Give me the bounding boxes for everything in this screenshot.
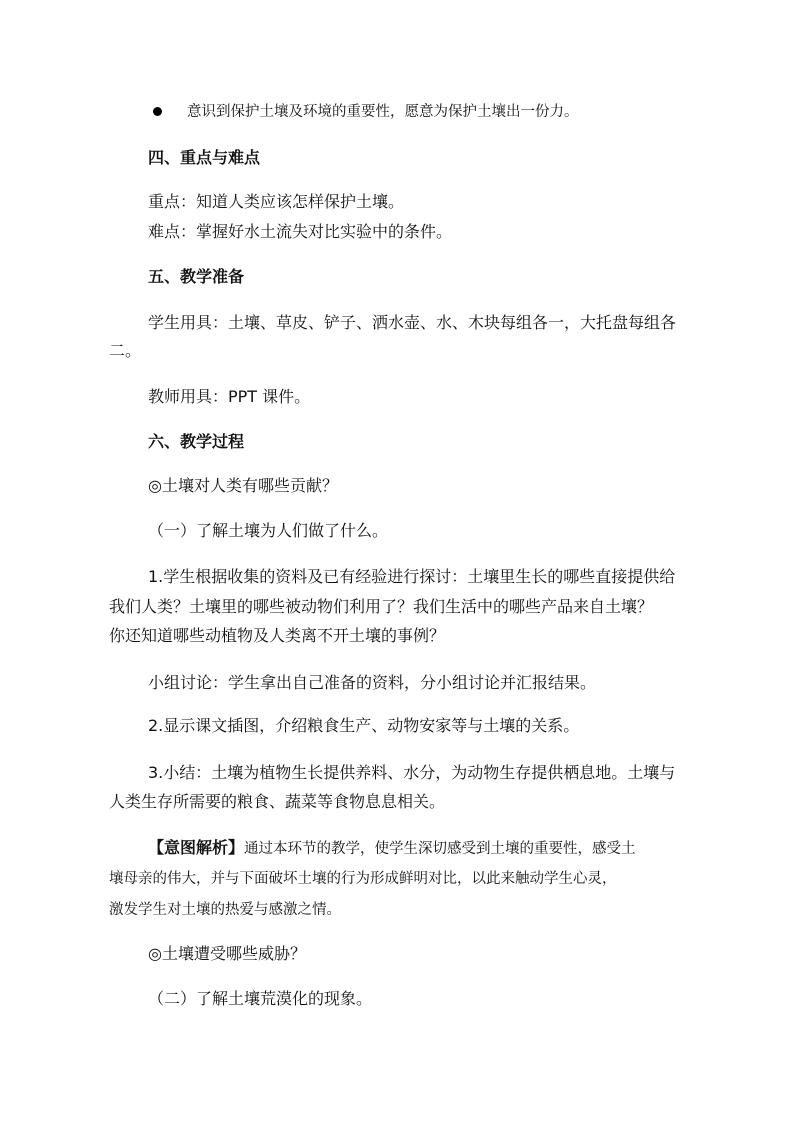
part-1-title: （一）了解土壤为人们做了什么。	[148, 521, 389, 540]
objective-bullet-text: 意识到保护土壤及环境的重要性，愿意为保护土壤出一份力。	[187, 104, 579, 120]
intent-analysis-label: 【意图解析】	[148, 838, 245, 857]
teacher-tools-text: 教师用具：PPT 课件。	[148, 387, 311, 406]
section-heading-process: 六、教学过程	[148, 432, 245, 451]
intent-analysis-text-1: 通过本环节的教学，使学生深切感受到土壤的重要性，感受土	[244, 841, 636, 857]
item-3-line-1: 3.小结：土壤为植物生长提供养料、水分，为动物生存提供栖息地。土壤与	[148, 763, 676, 782]
item-1-line-2: 我们人类？土壤里的哪些被动物们利用了？我们生活中的哪些产品来自土壤？	[109, 597, 654, 616]
question-2: ◎土壤遭受哪些威胁？	[148, 944, 306, 963]
intent-analysis-line-1	[148, 838, 636, 859]
item-3-line-2: 人类生存所需要的粮食、蔬菜等食物息息相关。	[109, 792, 446, 811]
part-2-title: （二）了解土壤荒漠化的现象。	[148, 989, 373, 1008]
key-point-text: 重点：知道人类应该怎样保护土壤。	[148, 192, 405, 211]
student-tools-line-2: 二。	[109, 341, 142, 360]
item-1-line-1: 1.学生根据收集的资料及已有经验进行探讨：土壤里生长的哪些直接提供给	[148, 567, 676, 586]
student-tools-line-1: 学生用具：土壤、草皮、铲子、洒水壶、水、木块每组各一，大托盘每组各	[148, 313, 677, 332]
bullet-dot-icon	[153, 107, 162, 116]
section-heading-preparation: 五、教学准备	[148, 267, 245, 286]
item-2-text: 2.显示课文插图，介绍粮食生产、动物安家等与土壤的关系。	[148, 716, 580, 735]
section-heading-key-points: 四、重点与难点	[148, 148, 261, 167]
intent-analysis-line-3: 激发学生对土壤的热爱与感激之情。	[109, 902, 341, 918]
item-1-line-3: 你还知道哪些动植物及人类离不开土壤的事例？	[109, 626, 446, 645]
group-discussion-text: 小组讨论：学生拿出自己准备的资料，分小组讨论并汇报结果。	[148, 673, 597, 692]
question-1: ◎土壤对人类有哪些贡献？	[148, 476, 338, 495]
intent-analysis-line-2: 壤母亲的伟大，并与下面破坏土壤的行为形成鲜明对比，以此来触动学生心灵，	[109, 871, 617, 887]
difficulty-text: 难点：掌握好水土流失对比实验中的条件。	[148, 222, 453, 241]
